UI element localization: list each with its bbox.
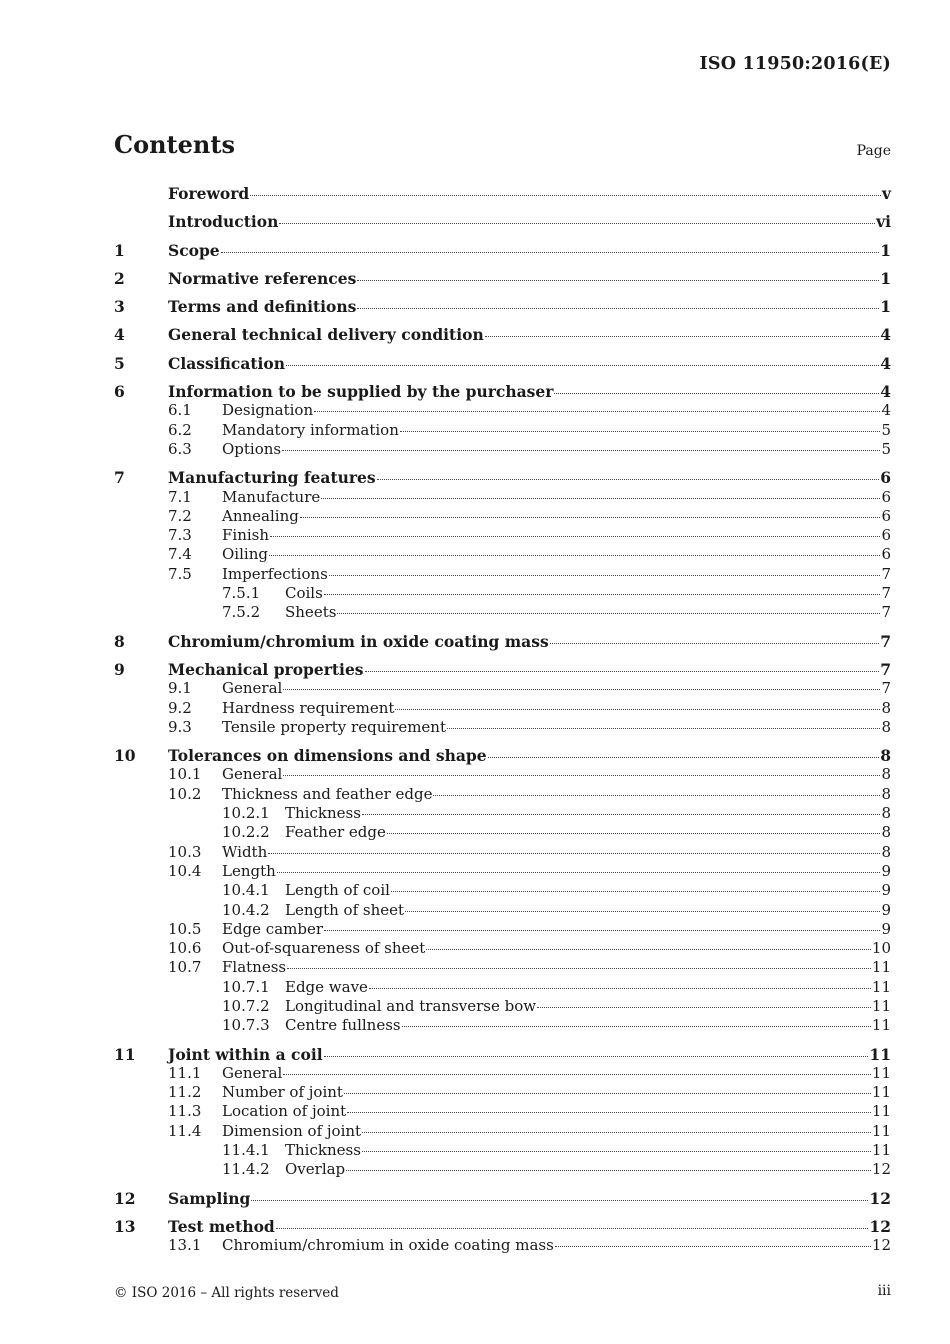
toc-entry-number: 10.4.2: [222, 900, 270, 919]
toc-entry-page: 7: [881, 564, 891, 583]
toc-entry-title: Options: [222, 439, 282, 458]
toc-entry-number: 7.5.2: [222, 603, 261, 622]
toc-entry-page: 11: [871, 1016, 891, 1035]
toc-entry-page: 11: [871, 1141, 891, 1160]
toc-entry-page: 4: [881, 401, 891, 420]
toc-entry-title: Thickness: [285, 1141, 361, 1160]
toc-entry-title: General: [222, 765, 283, 784]
toc-dot-leader: [250, 194, 881, 196]
toc-entry-title: Test method: [168, 1216, 275, 1236]
toc-entry-page: 1: [880, 268, 891, 288]
toc-dot-leader: [282, 449, 880, 451]
toc-entry-title: General: [222, 679, 283, 698]
toc-entry-title: Joint within a coil: [168, 1044, 323, 1064]
toc-entry[interactable]: [114, 488, 891, 507]
toc-entry-number: 6.1: [168, 401, 192, 420]
toc-entry-title: Tensile property requirement: [222, 717, 446, 736]
toc-entry-title: Classification: [168, 353, 286, 373]
toc-dot-leader: [369, 987, 871, 989]
toc-entry-page: 9: [881, 861, 891, 880]
toc-entry-number: 10: [114, 746, 136, 766]
toc-dot-leader: [357, 307, 879, 309]
toc-dot-leader: [485, 335, 879, 337]
toc-entry-page: vi: [876, 212, 891, 232]
toc-entry[interactable]: [114, 997, 891, 1016]
toc-dot-leader: [268, 852, 880, 854]
toc-entry[interactable]: [114, 862, 891, 881]
toc-entry-title: Length: [222, 861, 276, 880]
toc-dot-leader: [387, 832, 881, 834]
toc-entry[interactable]: [114, 269, 891, 288]
toc-entry-title: Thickness: [285, 804, 361, 823]
toc-entry-number: 11.1: [168, 1063, 202, 1082]
toc-entry-page: 8: [880, 746, 891, 766]
toc-entry-page: 6: [881, 526, 891, 545]
toc-entry-number: 11.3: [168, 1102, 202, 1121]
toc-entry-title: Thickness and feather edge: [222, 784, 433, 803]
toc-entry-title: Foreword: [168, 184, 250, 203]
toc-entry-number: 6: [114, 382, 125, 402]
toc-dot-leader: [287, 967, 871, 969]
toc-entry-number: 4: [114, 325, 125, 345]
toc-entry-title: Oiling: [222, 545, 268, 564]
toc-entry-page: 6: [880, 468, 891, 488]
toc-entry-page: 11: [871, 1083, 891, 1102]
toc-entry-title: Annealing: [222, 506, 299, 525]
toc-entry[interactable]: [114, 939, 891, 958]
toc-entry-page: 7: [881, 584, 891, 603]
toc-entry-title: Sampling: [168, 1188, 251, 1208]
toc-dot-leader: [400, 430, 881, 432]
document-id: ISO 11950:2016(E): [699, 54, 891, 74]
toc-entry-page: 7: [881, 679, 891, 698]
toc-entry-number: 10.7.3: [222, 1016, 270, 1035]
toc-entry-number: 10.7: [168, 958, 202, 977]
toc-entry-page: 4: [880, 353, 891, 373]
toc-entry[interactable]: [114, 978, 891, 997]
toc-entry-page: 6: [881, 545, 891, 564]
toc-entry-page: 7: [880, 659, 891, 679]
toc-entry[interactable]: [114, 401, 891, 420]
toc-entry-number: 13: [114, 1216, 136, 1236]
toc-entry[interactable]: [114, 1045, 891, 1064]
toc-entry-number: 6.2: [168, 420, 192, 439]
toc-entry-title: Coils: [285, 584, 323, 603]
toc-entry-page: 8: [881, 717, 891, 736]
toc-entry-number: 10.4.1: [222, 881, 270, 900]
toc-entry-page: 11: [871, 1121, 891, 1140]
toc-entry-number: 10.4: [168, 861, 202, 880]
toc-entry[interactable]: [114, 1122, 891, 1141]
toc-entry-number: 10.2.2: [222, 823, 270, 842]
toc-dot-leader: [377, 478, 880, 480]
footer-page-number: iii: [877, 1283, 891, 1299]
toc-dot-leader: [405, 910, 880, 912]
toc-entry-title: Information to be supplied by the purchaser: [168, 382, 554, 402]
toc-entry-number: 6.3: [168, 439, 192, 458]
toc-entry[interactable]: [114, 526, 891, 545]
toc-entry-title: Manufacture: [222, 487, 321, 506]
toc-entry[interactable]: [114, 1016, 891, 1035]
toc-entry[interactable]: [114, 785, 891, 804]
toc-entry-title: Location of joint: [222, 1102, 347, 1121]
toc-entry[interactable]: [114, 1189, 891, 1208]
toc-entry-number: 11.4: [168, 1121, 202, 1140]
toc-entry-page: 11: [871, 1063, 891, 1082]
toc-dot-leader: [488, 756, 880, 758]
toc-entry[interactable]: [114, 718, 891, 737]
toc-entry-number: 7.5.1: [222, 584, 261, 603]
toc-entry-title: Tolerances on dimensions and shape: [168, 746, 487, 766]
toc-entry-number: 3: [114, 297, 125, 317]
toc-entry-title: Centre fullness: [285, 1016, 401, 1035]
toc-dot-leader: [270, 535, 880, 537]
toc-entry[interactable]: [114, 421, 891, 440]
toc-dot-leader: [286, 364, 879, 366]
toc-entry-title: Length of sheet: [285, 900, 405, 919]
toc-dot-leader: [554, 392, 879, 394]
toc-dot-leader: [269, 554, 881, 556]
toc-dot-leader: [357, 279, 879, 281]
toc-dot-leader: [337, 612, 880, 614]
toc-entry-page: 4: [880, 382, 891, 402]
toc-entry[interactable]: [114, 241, 891, 260]
toc-entry-number: 7.5: [168, 564, 192, 583]
toc-entry-number: 10.7.1: [222, 977, 270, 996]
toc-entry[interactable]: [114, 1236, 891, 1255]
toc-dot-leader: [329, 574, 881, 576]
toc-entry-number: 8: [114, 631, 125, 651]
toc-entry-number: 7.1: [168, 487, 192, 506]
toc-entry-title: Overlap: [285, 1160, 346, 1179]
toc-entry-title: General technical delivery condition: [168, 325, 484, 345]
toc-entry-page: 10: [871, 939, 891, 958]
toc-entry[interactable]: [114, 545, 891, 564]
toc-entry[interactable]: [114, 325, 891, 344]
toc-entry-title: Chromium/chromium in oxide coating mass: [168, 631, 549, 651]
toc-entry-number: 7.2: [168, 506, 192, 525]
toc-entry-page: 12: [869, 1188, 891, 1208]
toc-entry-title: Flatness: [222, 958, 287, 977]
toc-entry-title: Terms and definitions: [168, 297, 357, 317]
toc-entry-number: 10.1: [168, 765, 202, 784]
toc-entry-title: Mechanical properties: [168, 659, 364, 679]
toc-entry[interactable]: [114, 679, 891, 698]
toc-entry-page: 8: [881, 698, 891, 717]
toc-entry-title: Finish: [222, 526, 270, 545]
toc-entry-title: Dimension of joint: [222, 1121, 362, 1140]
page-column-label: Page: [856, 143, 891, 159]
toc-entry-number: 10.5: [168, 919, 202, 938]
toc-entry[interactable]: [114, 212, 891, 231]
toc-entry[interactable]: [114, 881, 891, 900]
toc-entry-page: 9: [881, 881, 891, 900]
toc-entry-page: 5: [881, 420, 891, 439]
toc-entry[interactable]: [114, 507, 891, 526]
toc-entry-number: 10.6: [168, 939, 202, 958]
toc-entry-page: 4: [880, 325, 891, 345]
toc-entry-number: 9.1: [168, 679, 192, 698]
toc-dot-leader: [550, 642, 880, 644]
toc-entry-title: Feather edge: [285, 823, 386, 842]
toc-dot-leader: [283, 1073, 871, 1075]
toc-entry-page: 12: [871, 1236, 891, 1255]
toc-entry-title: Edge wave: [285, 977, 368, 996]
toc-entry-page: 6: [881, 506, 891, 525]
toc-entry-title: Sheets: [285, 603, 337, 622]
toc-dot-leader: [346, 1169, 871, 1171]
toc-entry[interactable]: [114, 440, 891, 459]
toc-entry[interactable]: [114, 584, 891, 603]
toc-dot-leader: [433, 794, 880, 796]
toc-dot-leader: [221, 251, 880, 253]
toc-entry-number: 10.7.2: [222, 996, 270, 1015]
contents-heading: Contents: [114, 130, 235, 159]
toc-entry-page: 8: [881, 784, 891, 803]
toc-entry-page: 8: [881, 804, 891, 823]
toc-entry-page: 7: [880, 631, 891, 651]
toc-entry-number: 13.1: [168, 1236, 202, 1255]
toc-dot-leader: [251, 1199, 868, 1201]
toc-entry[interactable]: [114, 920, 891, 939]
toc-entry-page: 1: [880, 297, 891, 317]
toc-entry-page: 12: [869, 1216, 891, 1236]
toc-dot-leader: [402, 1025, 871, 1027]
toc-entry-title: Out-of-squareness of sheet: [222, 939, 426, 958]
toc-entry-page: 11: [871, 996, 891, 1015]
toc-entry-number: 10.2: [168, 784, 202, 803]
toc-entry[interactable]: [114, 765, 891, 784]
toc-dot-leader: [324, 593, 881, 595]
toc-dot-leader: [276, 1227, 869, 1229]
table-of-contents: [114, 184, 891, 1256]
toc-entry-title: Imperfections: [222, 564, 328, 583]
toc-entry-number: 1: [114, 240, 125, 260]
toc-entry-number: 10.3: [168, 842, 202, 861]
toc-entry[interactable]: [114, 699, 891, 718]
toc-dot-leader: [391, 890, 881, 892]
toc-entry-page: 8: [881, 842, 891, 861]
toc-entry-number: 11.2: [168, 1083, 202, 1102]
toc-entry[interactable]: [114, 354, 891, 373]
toc-entry[interactable]: [114, 565, 891, 584]
toc-dot-leader: [321, 497, 880, 499]
toc-entry-page: v: [881, 184, 891, 203]
toc-entry-page: 7: [881, 603, 891, 622]
toc-dot-leader: [555, 1245, 871, 1247]
toc-dot-leader: [347, 1111, 871, 1113]
toc-entry-number: 7.3: [168, 526, 192, 545]
toc-dot-leader: [362, 1150, 871, 1152]
toc-entry-number: 9: [114, 659, 125, 679]
toc-entry-number: 11.4.2: [222, 1160, 270, 1179]
toc-dot-leader: [324, 929, 880, 931]
toc-entry-number: 9.2: [168, 698, 192, 717]
toc-entry[interactable]: [114, 958, 891, 977]
toc-entry[interactable]: [114, 382, 891, 401]
toc-dot-leader: [426, 948, 871, 950]
toc-entry-title: Hardness requirement: [222, 698, 395, 717]
toc-entry-title: Designation: [222, 401, 314, 420]
toc-entry-number: 11: [114, 1044, 136, 1064]
toc-entry-number: 7: [114, 468, 125, 488]
toc-entry[interactable]: [114, 632, 891, 651]
toc-dot-leader: [395, 708, 880, 710]
toc-entry[interactable]: [114, 746, 891, 765]
toc-entry-title: Length of coil: [285, 881, 390, 900]
toc-entry[interactable]: [114, 1102, 891, 1121]
toc-entry[interactable]: [114, 1217, 891, 1236]
toc-entry-page: 6: [881, 487, 891, 506]
toc-entry-page: 11: [871, 958, 891, 977]
toc-dot-leader: [314, 410, 880, 412]
toc-dot-leader: [283, 688, 880, 690]
toc-entry[interactable]: [114, 823, 891, 842]
toc-entry-number: 12: [114, 1188, 136, 1208]
toc-entry-page: 11: [871, 1102, 891, 1121]
toc-dot-leader: [324, 1055, 869, 1057]
toc-entry-title: Chromium/chromium in oxide coating mass: [222, 1236, 554, 1255]
toc-entry-number: 9.3: [168, 717, 192, 736]
toc-entry[interactable]: [114, 1141, 891, 1160]
toc-entry[interactable]: [114, 804, 891, 823]
toc-entry-title: Width: [222, 842, 268, 861]
toc-dot-leader: [283, 774, 880, 776]
toc-entry-title: Scope: [168, 240, 220, 260]
toc-entry[interactable]: [114, 468, 891, 487]
toc-entry[interactable]: [114, 1160, 891, 1179]
toc-entry[interactable]: [114, 1064, 891, 1083]
toc-entry-number: 11.4.1: [222, 1141, 270, 1160]
toc-entry-number: 5: [114, 353, 125, 373]
toc-entry-title: Longitudinal and transverse bow: [285, 996, 537, 1015]
toc-dot-leader: [365, 670, 880, 672]
toc-entry-page: 8: [881, 765, 891, 784]
toc-entry[interactable]: [114, 184, 891, 203]
toc-entry-page: 12: [871, 1160, 891, 1179]
toc-entry-page: 11: [871, 977, 891, 996]
toc-dot-leader: [537, 1006, 871, 1008]
toc-entry-page: 1: [880, 240, 891, 260]
toc-entry-title: Edge camber: [222, 919, 324, 938]
toc-dot-leader: [277, 871, 881, 873]
toc-entry-title: Mandatory information: [222, 420, 399, 439]
toc-entry-page: 9: [881, 919, 891, 938]
toc-entry[interactable]: [114, 843, 891, 862]
toc-entry-page: 5: [881, 439, 891, 458]
toc-entry[interactable]: [114, 901, 891, 920]
toc-entry-page: 8: [881, 823, 891, 842]
toc-entry[interactable]: [114, 297, 891, 316]
toc-dot-leader: [279, 222, 875, 224]
toc-entry-title: General: [222, 1063, 283, 1082]
toc-entry-number: 10.2.1: [222, 804, 270, 823]
toc-entry-title: Manufacturing features: [168, 468, 376, 488]
toc-dot-leader: [447, 727, 880, 729]
toc-entry-page: 9: [881, 900, 891, 919]
footer-copyright: © ISO 2016 – All rights reserved: [114, 1285, 339, 1301]
toc-dot-leader: [362, 1131, 871, 1133]
toc-entry[interactable]: [114, 660, 891, 679]
toc-entry-title: Normative references: [168, 268, 357, 288]
toc-dot-leader: [362, 813, 881, 815]
toc-entry-number: 2: [114, 268, 125, 288]
toc-entry-number: 7.4: [168, 545, 192, 564]
toc-entry[interactable]: [114, 603, 891, 622]
toc-entry[interactable]: [114, 1083, 891, 1102]
toc-entry-title: Introduction: [168, 212, 279, 232]
toc-dot-leader: [344, 1092, 871, 1094]
toc-entry-page: 11: [869, 1044, 891, 1064]
toc-dot-leader: [300, 516, 881, 518]
toc-entry-title: Number of joint: [222, 1083, 343, 1102]
